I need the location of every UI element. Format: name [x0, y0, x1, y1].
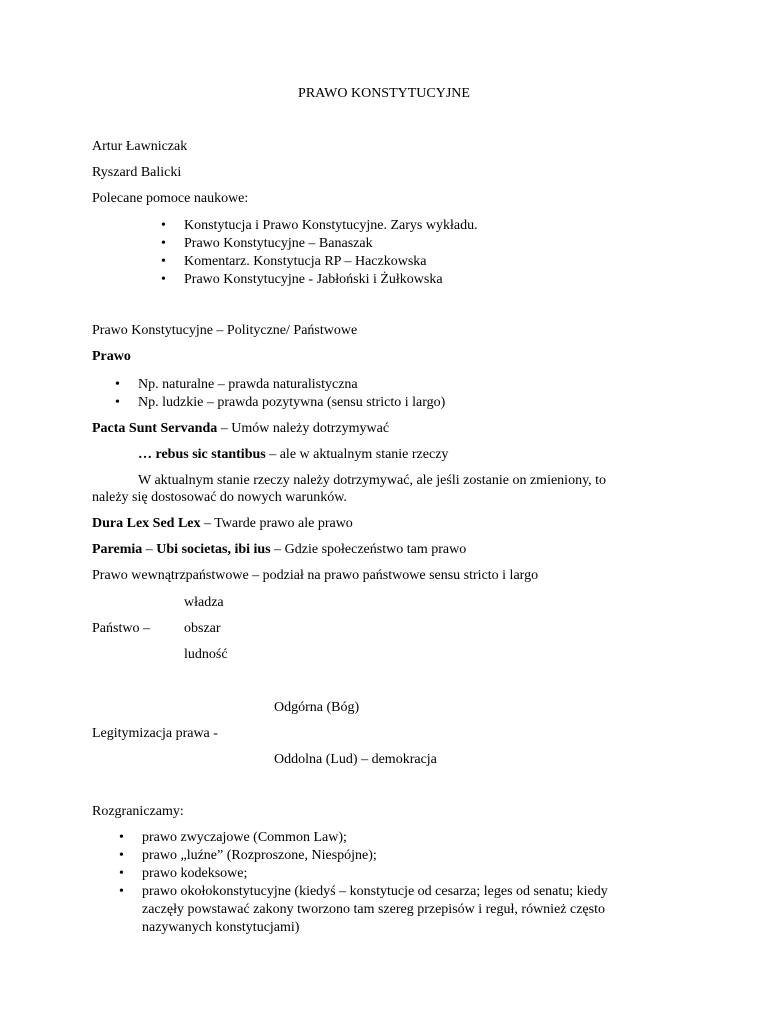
list-item-line-3: nazywanych konstytucjami) [142, 920, 300, 935]
list-item-line-1: • prawo okołokonstytucyjne (kiedyś – konstytucje od cesarza; leges od senatu; kiedy [142, 884, 608, 899]
rebus-line [138, 446, 448, 464]
paremia-bold-1: Paremia [92, 542, 143, 557]
dura-line [92, 515, 353, 533]
paremia-line [92, 541, 466, 559]
pacta-bold: Pacta Sunt Servanda [92, 421, 218, 436]
rebus-paragraph-line-1: W aktualnym stanie rzeczy należy dotrzymywać, ale jeśli zostanie on zmieniony, to [138, 473, 607, 488]
paremia-dash: – [142, 542, 157, 557]
panstwo-label: Państwo – [92, 621, 150, 636]
panstwo-item-wladza: władza [184, 595, 224, 610]
distinguish-list [142, 829, 608, 937]
list-item: • prawo kodeksowe; [142, 865, 608, 883]
prawo-heading-text: Prawo [92, 349, 131, 364]
document-title: PRAWO KONSTYTUCYJNE [298, 86, 470, 101]
paremia-bold-2: Ubi societas, ibi ius [156, 542, 271, 557]
list-item: • Konstytucja i Prawo Konstytucyjne. Zarys wykładu. [184, 217, 478, 235]
recommended-list [184, 217, 478, 289]
distinguish-label: Rozgraniczamy: [92, 804, 184, 819]
list-item: • Np. naturalne – prawda naturalistyczna [138, 376, 445, 394]
internal-law-line: Prawo wewnątrzpaństwowe – podział na prawo państwowe sensu stricto i largo [92, 568, 539, 583]
rebus-paragraph-line-2: należy się dostosować do nowych warunków. [92, 490, 347, 505]
dura-rest: – Twarde prawo ale prawo [200, 516, 353, 531]
legit-label: Legitymizacja prawa - [92, 726, 218, 741]
list-item: • prawo „luźne” (Rozproszone, Niespójne); [142, 847, 608, 865]
rebus-bold: … rebus sic stantibus [138, 447, 266, 462]
list-item: • Prawo Konstytucyjne – Banaszak [184, 235, 478, 253]
subject-line: Prawo Konstytucyjne – Polityczne/ Państwowe [92, 323, 358, 338]
list-item: • Prawo Konstytucyjne - Jabłoński i Żułkowska [184, 271, 478, 289]
legit-bottom: Oddolna (Lud) – demokracja [274, 752, 437, 767]
panstwo-item-ludnosc: ludność [184, 647, 228, 662]
dura-bold: Dura Lex Sed Lex [92, 516, 201, 531]
list-item [142, 883, 608, 937]
rebus-rest: – ale w aktualnym stanie rzeczy [265, 447, 449, 462]
pacta-rest: – Umów należy dotrzymywać [217, 421, 390, 436]
list-item: • Np. ludzkie – prawda pozytywna (sensu stricto i largo) [138, 394, 445, 412]
author-1: Artur Ławniczak [92, 139, 188, 154]
paremia-rest: – Gdzie społeczeństwo tam prawo [270, 542, 467, 557]
pacta-line [92, 420, 389, 438]
list-item: • Komentarz. Konstytucja RP – Haczkowska [184, 253, 478, 271]
recommended-label: Polecane pomoce naukowe: [92, 191, 249, 206]
legit-top: Odgórna (Bóg) [274, 700, 360, 715]
author-2: Ryszard Balicki [92, 165, 182, 180]
prawo-list [138, 376, 445, 412]
list-item: • prawo zwyczajowe (Common Law); [142, 829, 608, 847]
list-item-line-2: zaczęły powstawać zakony tworzono tam szereg przepisów i reguł, również często [142, 902, 605, 917]
panstwo-item-obszar: obszar [184, 621, 221, 636]
prawo-heading [92, 348, 131, 366]
